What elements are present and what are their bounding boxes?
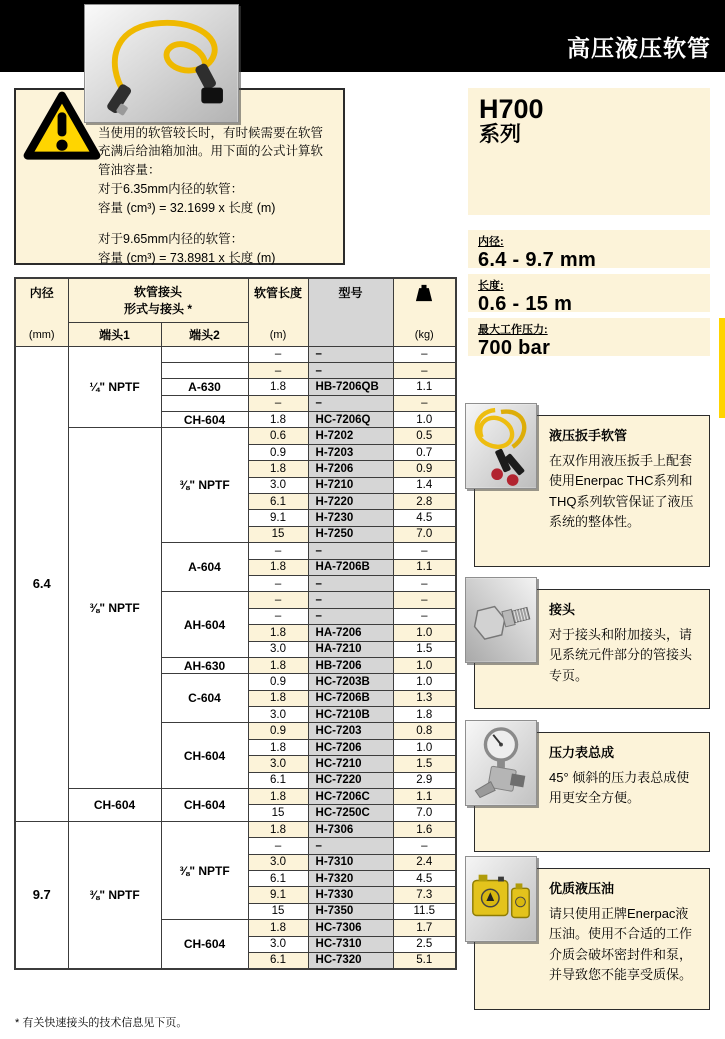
- model-cell: H-7310: [308, 854, 393, 870]
- info-box-title: 液压扳手软管: [549, 428, 628, 443]
- model-cell: H-7306: [308, 821, 393, 837]
- model-cell: H-7202: [308, 428, 393, 444]
- end2-cell: [161, 346, 248, 362]
- model-cell: H-7250: [308, 526, 393, 542]
- length-cell: 6.1: [248, 494, 308, 510]
- length-cell: –: [248, 838, 308, 854]
- page-title: 高压液压软管: [567, 35, 711, 61]
- table-row: [15, 346, 456, 362]
- header-fittings: [68, 278, 248, 322]
- info-box-text: 在双作用液压扳手上配套使用Enerpac THC系列和THQ系列软管保证了液压系统的整体性。: [549, 452, 694, 530]
- weight-cell: 11.5: [393, 903, 456, 919]
- end2-cell: ⅜" NPTF: [161, 821, 248, 919]
- length-cell: 3.0: [248, 477, 308, 493]
- weight-cell: 1.7: [393, 920, 456, 936]
- weight-cell: 1.0: [393, 674, 456, 690]
- weight-cell: 1.0: [393, 657, 456, 673]
- bore-cell: 9.7: [15, 821, 68, 969]
- weight-cell: 4.5: [393, 510, 456, 526]
- model-cell: –: [308, 543, 393, 559]
- header-length-unit: (m): [269, 329, 287, 341]
- length-cell: 1.8: [248, 461, 308, 477]
- length-cell: 1.8: [248, 789, 308, 805]
- hose-table-header: [15, 278, 456, 346]
- spec-length: [468, 274, 710, 315]
- length-cell: 3.0: [248, 936, 308, 952]
- weight-cell: 1.8: [393, 707, 456, 723]
- length-cell: 0.9: [248, 444, 308, 460]
- model-cell: HC-7210: [308, 756, 393, 772]
- table-footnote: * 有关快速接头的技术信息见下页。: [15, 1017, 188, 1029]
- model-cell: HC-7206B: [308, 690, 393, 706]
- model-cell: –: [308, 362, 393, 378]
- model-cell: H-7206: [308, 461, 393, 477]
- model-cell: HC-7206: [308, 739, 393, 755]
- model-cell: –: [308, 592, 393, 608]
- length-cell: 1.8: [248, 657, 308, 673]
- model-cell: HC-7203: [308, 723, 393, 739]
- header-bore-label: 内径: [29, 286, 54, 300]
- length-cell: 6.1: [248, 772, 308, 788]
- weight-icon: [413, 284, 435, 302]
- header-weight-unit: (kg): [414, 329, 434, 341]
- length-cell: –: [248, 592, 308, 608]
- model-cell: HA-7206: [308, 625, 393, 641]
- end1-cell: ⅜" NPTF: [68, 428, 161, 789]
- model-cell: –: [308, 575, 393, 591]
- length-cell: 1.8: [248, 690, 308, 706]
- length-cell: 0.6: [248, 428, 308, 444]
- weight-cell: 7.3: [393, 887, 456, 903]
- spec-pressure-value: 700 bar: [478, 337, 551, 359]
- model-cell: HB-7206: [308, 657, 393, 673]
- length-cell: –: [248, 346, 308, 362]
- warning-formula1: 容量 (cm³) = 32.1699 x 长度 (m): [98, 200, 276, 215]
- weight-cell: 0.5: [393, 428, 456, 444]
- end2-cell: AH-604: [161, 592, 248, 658]
- length-cell: –: [248, 608, 308, 624]
- info-box-text: 45° 倾斜的压力表总成使用更安全方便。: [549, 769, 690, 806]
- weight-cell: 1.3: [393, 690, 456, 706]
- weight-cell: –: [393, 592, 456, 608]
- length-cell: –: [248, 395, 308, 411]
- weight-cell: 1.1: [393, 789, 456, 805]
- h700-hose-photo: [84, 4, 239, 123]
- weight-cell: 1.5: [393, 641, 456, 657]
- page-edge-tab: [719, 318, 725, 418]
- length-cell: 1.8: [248, 559, 308, 575]
- weight-cell: 2.8: [393, 494, 456, 510]
- end2-cell: [161, 395, 248, 411]
- length-cell: 1.8: [248, 625, 308, 641]
- length-cell: 15: [248, 805, 308, 821]
- hose-table: [14, 277, 457, 970]
- weight-cell: 7.0: [393, 805, 456, 821]
- length-cell: 9.1: [248, 510, 308, 526]
- end2-cell: A-630: [161, 379, 248, 395]
- model-cell: –: [308, 608, 393, 624]
- model-cell: H-7220: [308, 494, 393, 510]
- coupler-photo: [465, 577, 537, 663]
- weight-cell: 1.0: [393, 625, 456, 641]
- model-cell: HC-7210B: [308, 707, 393, 723]
- length-cell: 15: [248, 903, 308, 919]
- weight-cell: –: [393, 362, 456, 378]
- header-length-label: 软管长度: [254, 286, 303, 300]
- spec-bore: [468, 230, 710, 271]
- length-cell: 1.8: [248, 821, 308, 837]
- info-box-text: 请只使用正牌Enerpac液压油。使用不合适的工作介质会破坏密封件和泵，并导致您不能享受质保。: [549, 905, 693, 983]
- model-cell: HA-7206B: [308, 559, 393, 575]
- end1-cell: ¼" NPTF: [68, 346, 161, 428]
- hose-table-body: [15, 346, 456, 969]
- header-end1: 端头1: [68, 322, 161, 346]
- weight-cell: 1.0: [393, 412, 456, 428]
- weight-cell: –: [393, 543, 456, 559]
- length-cell: 6.1: [248, 952, 308, 968]
- length-cell: 1.8: [248, 379, 308, 395]
- weight-cell: 1.1: [393, 379, 456, 395]
- header-bore: [15, 278, 68, 346]
- weight-cell: –: [393, 838, 456, 854]
- length-cell: 15: [248, 526, 308, 542]
- weight-cell: –: [393, 575, 456, 591]
- weight-cell: 1.0: [393, 739, 456, 755]
- end2-cell: AH-630: [161, 657, 248, 673]
- model-cell: HC-7206C: [308, 789, 393, 805]
- header-model: [308, 278, 393, 346]
- length-cell: 3.0: [248, 756, 308, 772]
- series-block: [468, 88, 710, 215]
- header-length: [248, 278, 308, 346]
- spec-pressure-label: 最大工作压力:: [478, 324, 548, 336]
- wrench-hoses-photo: [465, 403, 537, 489]
- end2-cell: CH-604: [161, 789, 248, 822]
- length-cell: 1.8: [248, 920, 308, 936]
- model-cell: HC-7320: [308, 952, 393, 968]
- warning-formula1-label: 对于6.35mm内径的软管：: [98, 181, 244, 196]
- info-box-title: 优质液压油: [549, 881, 615, 896]
- header-fittings-line2: 形式与接头 *: [124, 302, 193, 317]
- model-cell: HC-7206Q: [308, 412, 393, 428]
- weight-cell: 1.4: [393, 477, 456, 493]
- table-row: [15, 821, 456, 837]
- length-cell: 3.0: [248, 854, 308, 870]
- length-cell: 9.1: [248, 887, 308, 903]
- model-cell: HC-7220: [308, 772, 393, 788]
- header-end2: 端头2: [161, 322, 248, 346]
- model-cell: H-7210: [308, 477, 393, 493]
- model-cell: HB-7206QB: [308, 379, 393, 395]
- weight-cell: 0.9: [393, 461, 456, 477]
- weight-cell: –: [393, 395, 456, 411]
- weight-cell: 2.5: [393, 936, 456, 952]
- end2-cell: CH-604: [161, 920, 248, 969]
- length-cell: –: [248, 543, 308, 559]
- spec-length-value: 0.6 - 15 m: [478, 293, 573, 315]
- model-cell: –: [308, 838, 393, 854]
- model-cell: H-7320: [308, 871, 393, 887]
- end2-cell: C-604: [161, 674, 248, 723]
- length-cell: 3.0: [248, 707, 308, 723]
- end2-cell: ⅜" NPTF: [161, 428, 248, 543]
- series-suffix: 系列: [479, 123, 521, 147]
- length-cell: –: [248, 362, 308, 378]
- weight-cell: 2.4: [393, 854, 456, 870]
- series-name: H700: [479, 94, 544, 124]
- table-row: [15, 789, 456, 805]
- info-box-title: 压力表总成: [549, 745, 615, 760]
- table-row: [15, 428, 456, 444]
- length-cell: 6.1: [248, 871, 308, 887]
- spec-bore-value: 6.4 - 9.7 mm: [478, 249, 597, 271]
- weight-cell: –: [393, 608, 456, 624]
- weight-cell: 0.7: [393, 444, 456, 460]
- end1-cell: ⅜" NPTF: [68, 821, 161, 969]
- series-title: [479, 95, 544, 147]
- end2-cell: A-604: [161, 543, 248, 592]
- model-cell: –: [308, 395, 393, 411]
- header-bore-unit: (mm): [28, 329, 55, 341]
- weight-cell: 2.9: [393, 772, 456, 788]
- end2-cell: CH-604: [161, 412, 248, 428]
- weight-cell: 0.8: [393, 723, 456, 739]
- header-weight: [393, 278, 456, 346]
- header-fittings-line1: 软管接头: [134, 285, 183, 299]
- warning-formula2: 容量 (cm³) = 73.8981 x 长度 (m): [98, 251, 276, 265]
- weight-cell: 1.6: [393, 821, 456, 837]
- spec-bore-label: 内径:: [478, 236, 504, 248]
- length-cell: 1.8: [248, 412, 308, 428]
- model-cell: H-7350: [308, 903, 393, 919]
- weight-cell: 4.5: [393, 871, 456, 887]
- model-cell: H-7230: [308, 510, 393, 526]
- model-cell: HC-7306: [308, 920, 393, 936]
- oil-cans-photo: [465, 856, 537, 942]
- model-cell: HA-7210: [308, 641, 393, 657]
- bore-cell: 6.4: [15, 346, 68, 821]
- model-cell: HC-7310: [308, 936, 393, 952]
- weight-cell: 1.1: [393, 559, 456, 575]
- info-box-text: 对于接头和附加接头，请见系统元件部分的管接头专页。: [549, 626, 693, 683]
- length-cell: 3.0: [248, 641, 308, 657]
- model-cell: –: [308, 346, 393, 362]
- header-model-label: 型号: [338, 286, 363, 300]
- spec-length-label: 长度:: [478, 280, 504, 292]
- length-cell: 0.9: [248, 723, 308, 739]
- model-cell: HC-7250C: [308, 805, 393, 821]
- spec-pressure: [468, 318, 710, 359]
- weight-cell: 1.5: [393, 756, 456, 772]
- warning-formula2-label: 对于9.65mm内径的软管：: [98, 232, 244, 247]
- warning-body: 当使用的软管较长时，有时候需要在软管充满后给油箱加油。用下面的公式计算软管油容量：: [98, 125, 324, 177]
- length-cell: –: [248, 575, 308, 591]
- model-cell: HC-7203B: [308, 674, 393, 690]
- weight-cell: 7.0: [393, 526, 456, 542]
- model-cell: H-7203: [308, 444, 393, 460]
- end1-cell: CH-604: [68, 789, 161, 822]
- weight-cell: –: [393, 346, 456, 362]
- info-box-title: 接头: [549, 602, 576, 617]
- length-cell: 1.8: [248, 739, 308, 755]
- length-cell: 0.9: [248, 674, 308, 690]
- weight-cell: 5.1: [393, 952, 456, 968]
- end2-cell: CH-604: [161, 723, 248, 789]
- model-cell: H-7330: [308, 887, 393, 903]
- end2-cell: [161, 362, 248, 378]
- gauge-assembly-photo: [465, 720, 537, 806]
